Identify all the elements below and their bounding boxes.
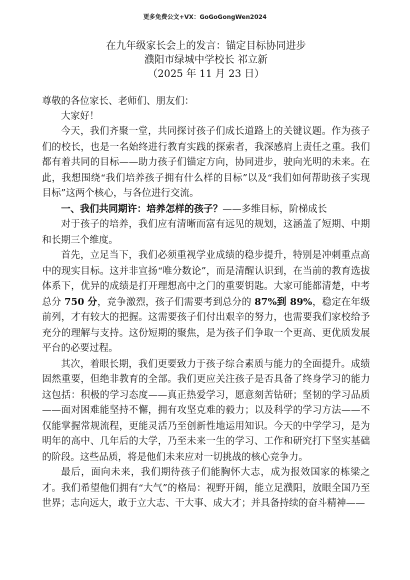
section1-p2-percent: 87%到 89% [254,296,313,308]
salutation: 尊敬的各位家长、老师们、朋友们： [42,96,195,107]
intro-paragraph: 今天，我们齐聚一堂，共同探讨孩子们成长道路上的关键议题。作为孩子们的校长，也是一名始终进行教育实践的探索者，我深感肩上责任之重。我们都有着共同的目标——助力孩子们锚定方向，协同进步，驶向光明的未来。在此，我想围绕“我们培养孩子拥有什么样的目标”以及“我们如何帮助孩子实现目标”这两个核心，与各位进行交流。 [42,126,370,199]
document-date: （2025 年 11 月 23 日） [147,69,265,80]
section1-p2-part-c: ，稳定在年级前列，才有较大的把握。这需要孩子们付出艰辛的努力，也需要我们家校给予充分的理解与支持。这份短期的聚焦，是为孩子们争取一个更高、更优质发展平台的必要过程。 [42,296,370,354]
header-note: 更多免费公文+VX：GoGoGongWen2024 [143,14,267,21]
section1-p2-part-a: 首先，立足当下，我们必须重视学业成绩的稳步提升，特别是冲刺重点高中的现实目标。这并非宣扬“唯分数论”，而是清醒认识到，在当前的教育选拔体系下，优异的成绩是打开理想高中之门的重要钥匙。大家可能都清楚，中考总分 [42,250,370,308]
document-author: 濮阳市绿城中学校长 祁立新 [144,55,268,66]
section1-heading-rest: ——多维目标，阶梯成长 [222,203,328,215]
section1-paragraph-1: 对于孩子的培养，我们应有清晰而富有远见的规划，这涵盖了短期、中期和长期三个维度。 [42,219,370,246]
section1-paragraph-4: 最后，面向未来，我们期待孩子们能胸怀大志，成为报效国家的栋梁之才。我们希望他们拥有“大气”的格局：视野开阔，能立足濮阳，放眼全国乃至世界；志向远大，敢于立大志、干大事、成大才；并具备持续的奋斗精神—— [42,467,370,509]
section1-paragraph-3: 其次，着眼长期，我们更要致力于孩子综合素质与能力的全面提升。成绩固然重要，但绝非教育的全部。我们更应关注孩子是否具备了终身学习的能力这包括：积极的学习态度——真正热爱学习，愿意刻苦钻研；坚韧的学习品质——面对困难能坚持不懈，拥有攻坚克难的毅力；以及科学的学习方法——不仅能掌握常规流程，更能灵活乃至创新性地运用知识。今天的中学学习，是为明年的高中、几年后的大学，乃至未来一生的学习、工作和研究打下坚实基础的阶段。这些品质，将是他们未来应对一切挑战的核心竞争力。 [42,358,370,463]
section1-heading [42,202,370,218]
section1-heading-bold: 一、我们共同期许：培养怎样的孩子？ [61,203,223,215]
document-page [42,40,370,512]
greeting: 大家好！ [61,111,100,122]
section1-p2-score: 750 分 [64,296,98,308]
document-title-block [42,40,370,82]
section1-p2-part-b: ，竞争激烈，孩子们需要考到总分的 [97,296,255,308]
document-title: 在九年级家长会上的发言：锚定目标协同进步 [106,41,306,52]
title-spacer [42,82,370,94]
section1-paragraph-2 [42,248,370,357]
